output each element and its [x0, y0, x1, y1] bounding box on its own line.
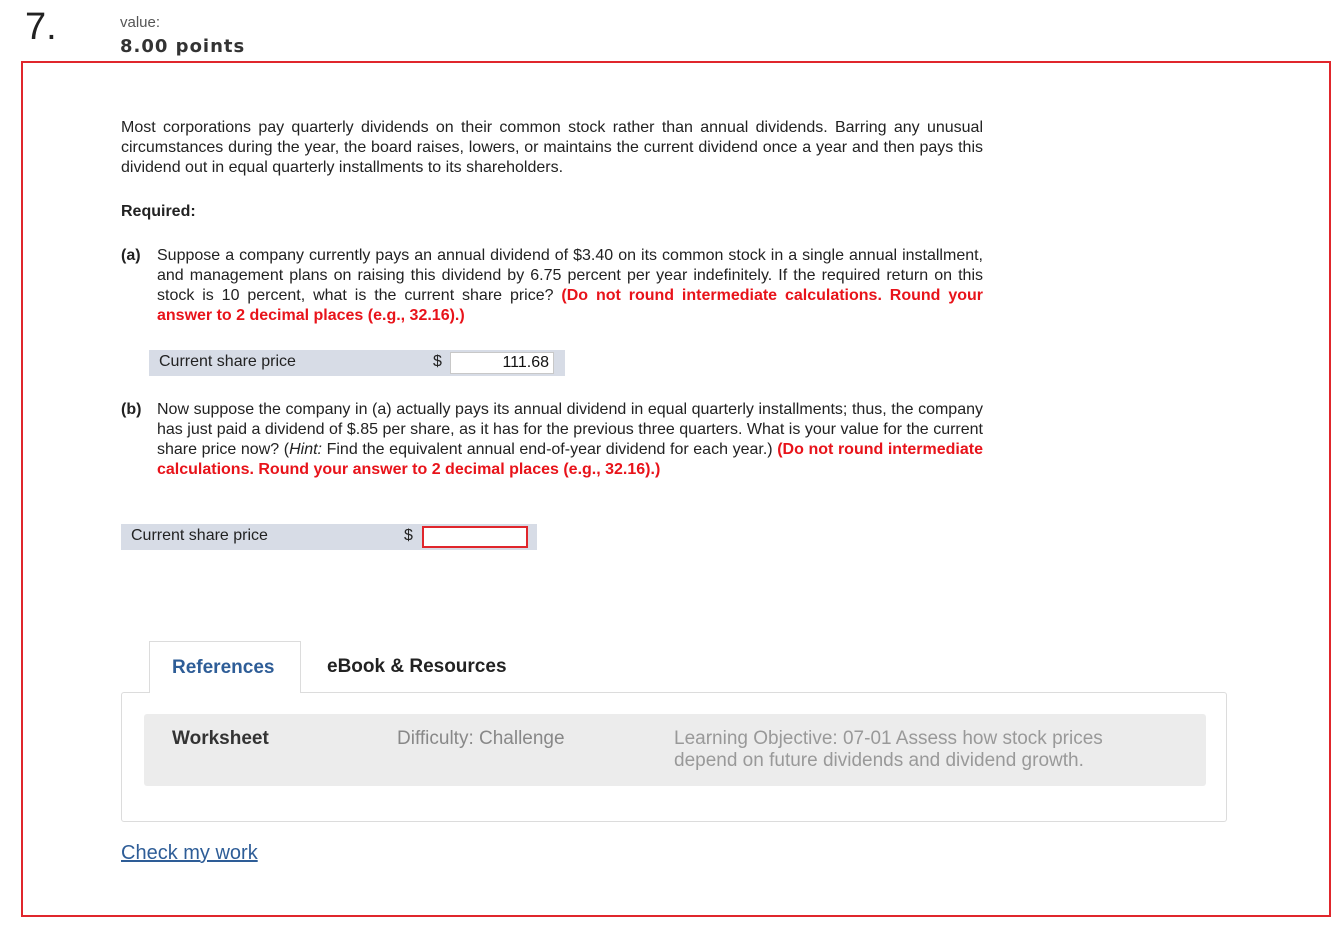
intro-paragraph: Most corporations pay quarterly dividends on their common stock rather than annual dividends. Barring any unusual circumstances during the year, the board raises, lowers, or maintains the current dividend once a year and then pays this dividend out in equal quarterly installments to its shareholders.	[121, 119, 983, 176]
learning-objective: Learning Objective: 07-01 Assess how stock prices depend on future dividends and dividend growth.	[674, 728, 1103, 771]
part-b-hint-text: Find the equivalent annual end-of-year dividend for each year.)	[322, 441, 773, 458]
answer-row-a	[149, 350, 565, 376]
share-price-input-b[interactable]	[422, 526, 528, 548]
part-b	[121, 400, 983, 480]
tab-references-label: References	[172, 657, 275, 678]
currency-symbol-a: $	[433, 353, 442, 370]
part-a-body	[157, 246, 983, 326]
part-a-tag: (a)	[121, 247, 141, 264]
currency-symbol-b: $	[404, 527, 413, 544]
answer-label-b: Current share price	[131, 527, 268, 544]
answer-label-a: Current share price	[159, 353, 296, 370]
part-b-instruction: (Do not round intermediate calculations. Round your answer to 2 decimal places (e.g., 32.16).)	[157, 441, 984, 478]
answer-row-b	[121, 524, 537, 550]
points-value: 8.00 points	[120, 36, 246, 57]
tab-ebook-resources[interactable]: eBook & Resources	[327, 656, 507, 677]
question-number: 7.	[25, 6, 57, 48]
tab-references[interactable]	[149, 641, 301, 693]
value-label: value:	[120, 14, 161, 31]
part-a-instruction: (Do not round intermediate calculations. Round your answer to 2 decimal places (e.g., 32.16).)	[157, 287, 983, 324]
part-a	[121, 246, 983, 326]
worksheet-link[interactable]: Worksheet	[172, 728, 269, 749]
required-heading: Required:	[121, 203, 196, 220]
share-price-input-a[interactable]: 111.68	[450, 352, 554, 374]
difficulty-label: Difficulty: Challenge	[397, 728, 565, 749]
part-a-question: Suppose a company currently pays an annual dividend of $3.40 on its common stock in a single annual installment, and management plans on raising this dividend by 6.75 percent per year indefinitely. If the required return on this stock is 10 percent, what is the current share price?	[157, 247, 983, 304]
part-b-tag: (b)	[121, 401, 142, 418]
check-my-work-link[interactable]: Check my work	[121, 842, 258, 864]
part-b-body	[157, 400, 983, 480]
part-b-question: Now suppose the company in (a) actually pays its annual dividend in equal quarterly installments; thus, the company has just paid a dividend of $.85 per share, as it has for the previous three quarters. What is your value for the current share price now? (	[157, 401, 983, 458]
hint-label: Hint:	[289, 441, 322, 458]
